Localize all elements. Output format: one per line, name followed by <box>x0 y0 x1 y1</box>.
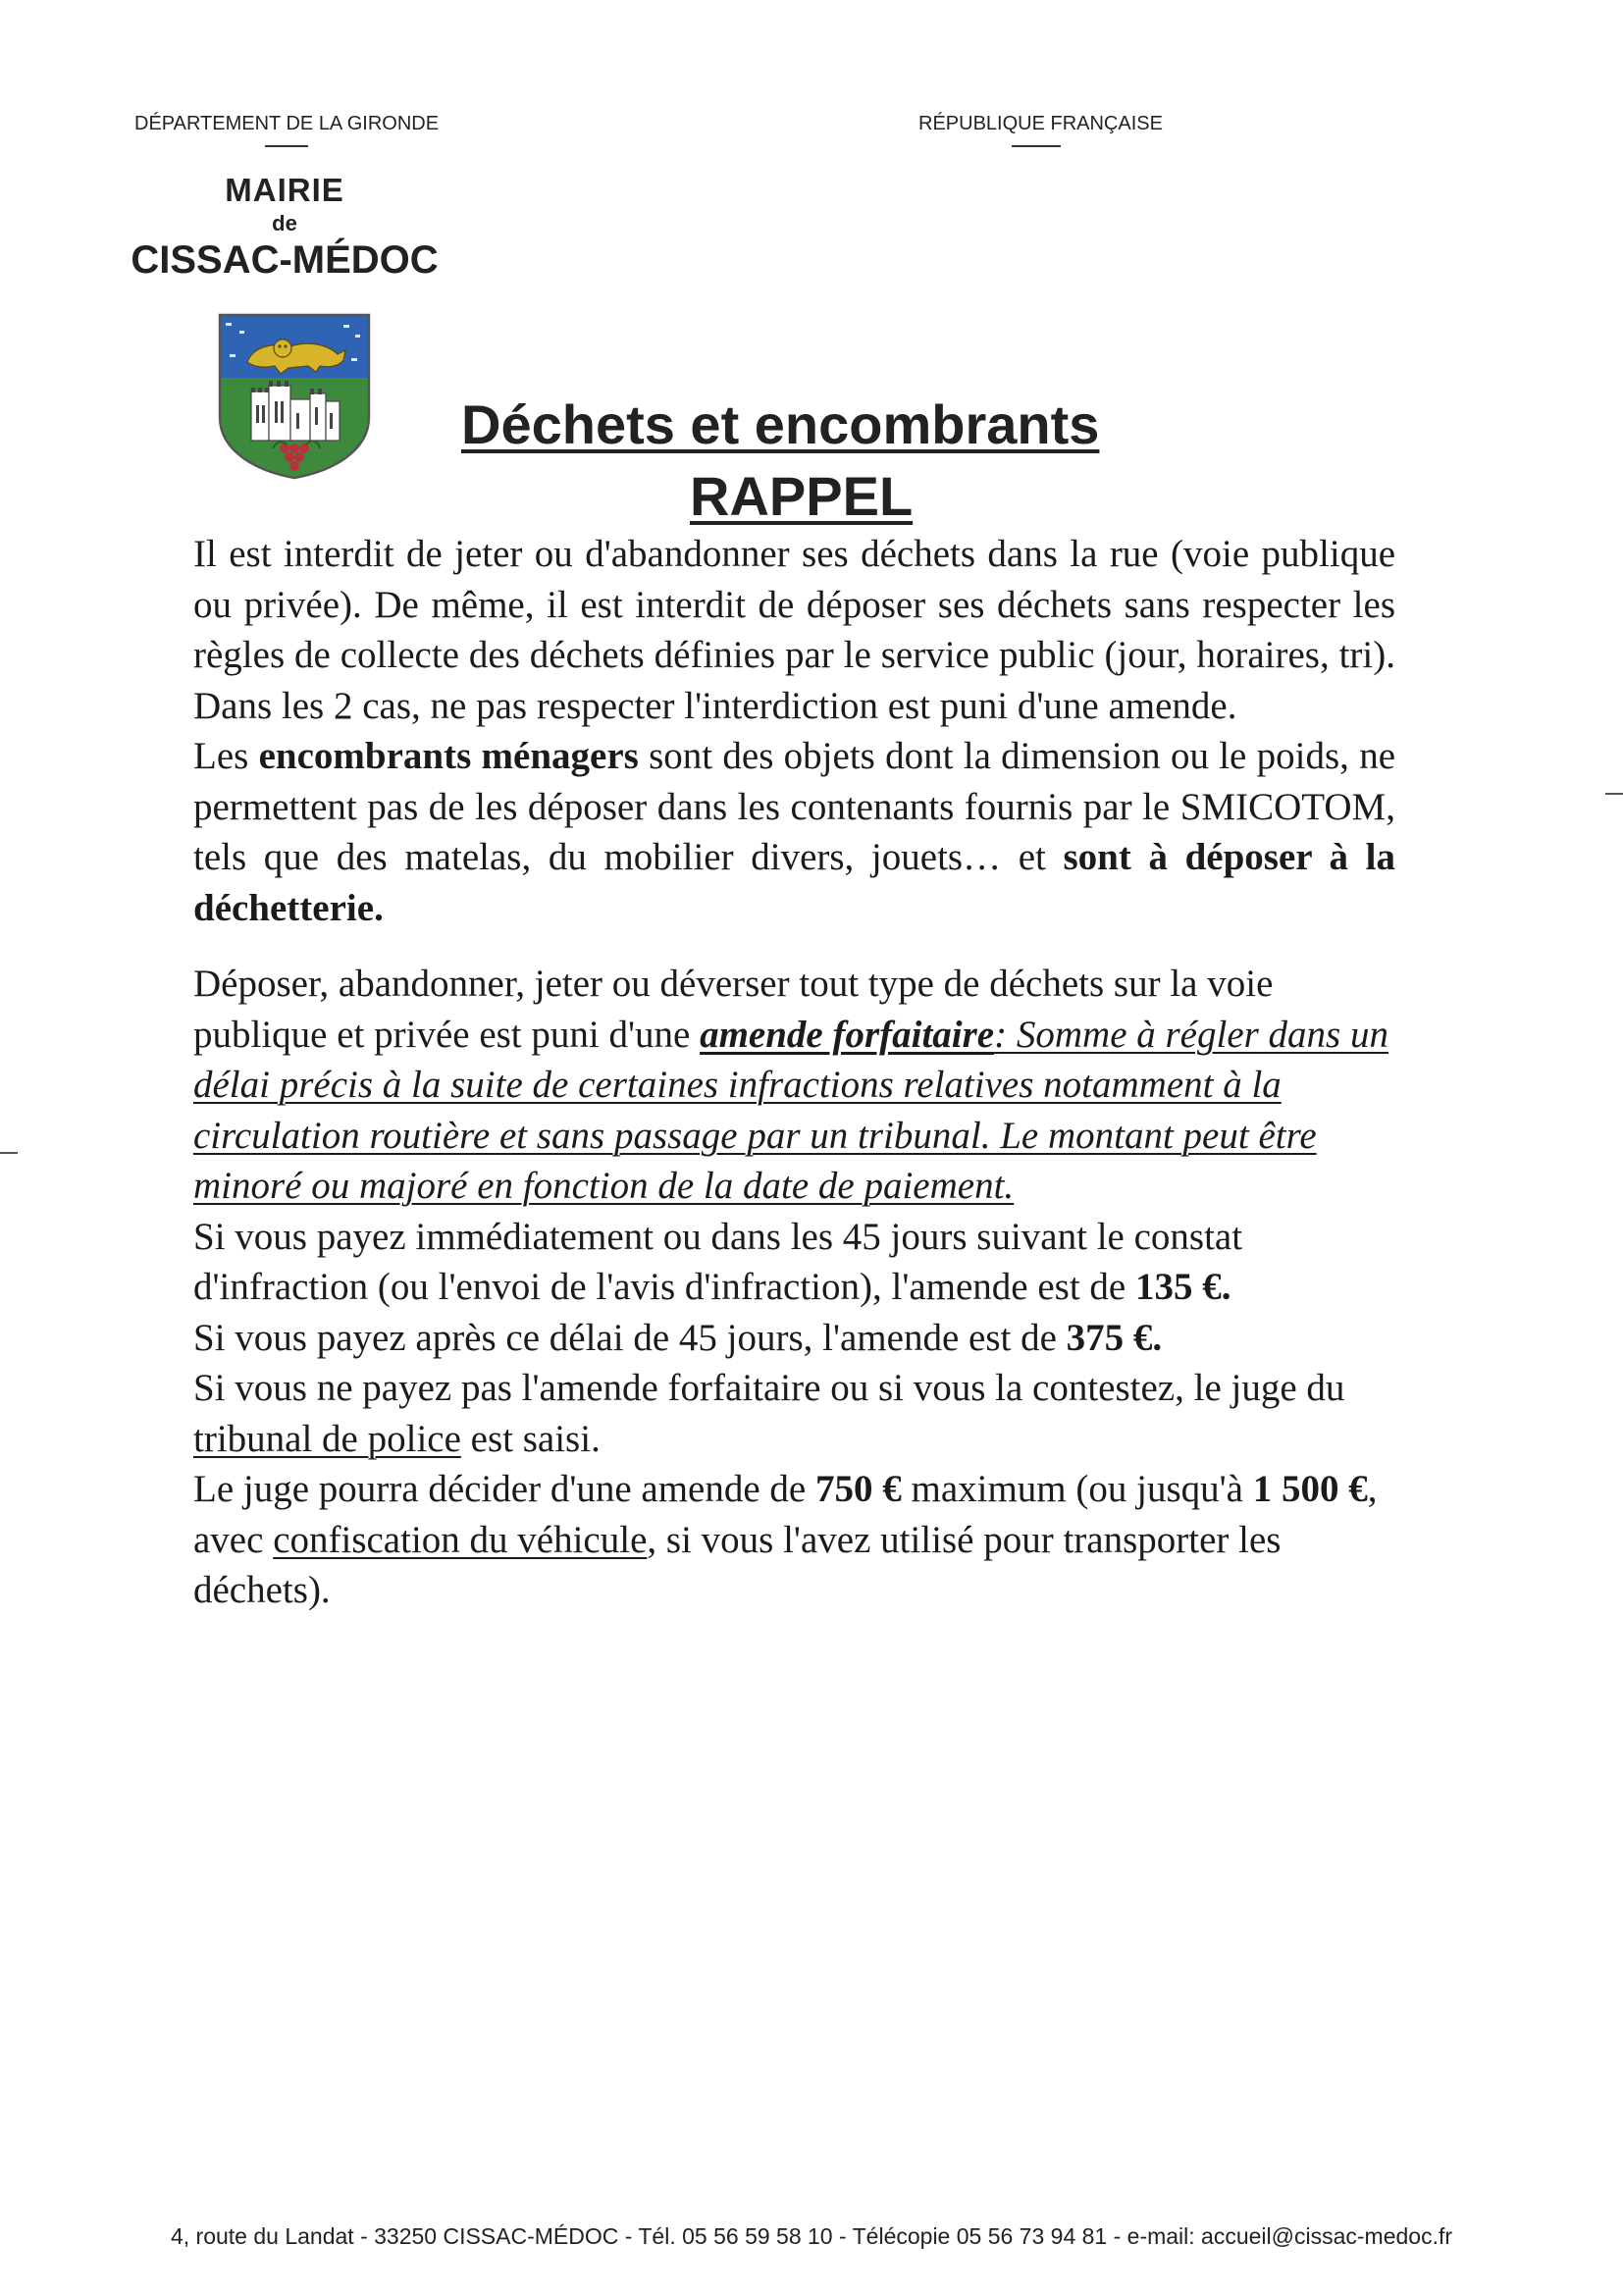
document-title: Déchets et encombrants <box>461 393 1100 455</box>
department-divider <box>265 145 308 147</box>
paragraph-prohibition <box>193 529 1395 731</box>
confiscation-term: confiscation du véhicule <box>273 1518 648 1561</box>
fine-late-text: Si vous payez après ce délai de 45 jours, l'amende est de <box>193 1316 1067 1359</box>
dechetterie-instruction: sont à déposer à la déchetterie <box>193 836 1395 929</box>
amende-forfaitaire-term: amende forfaitaire <box>700 1013 995 1056</box>
encombrants-text-a: Les <box>193 735 259 777</box>
fine-135-period: . <box>1221 1266 1231 1308</box>
fine-135-amount: 135 € <box>1135 1266 1222 1308</box>
amende-definition: : Somme à régler dans un délai précis à la suite de certaines infractions relatives notamment à la circulation routière et sans passage par un tribunal. Le montant peut être minoré ou majoré en fonction de la date de paiement. <box>193 1013 1388 1207</box>
fold-mark-left <box>0 1152 18 1154</box>
encombrants-period: . <box>374 886 384 929</box>
fine-375-amount: 375 € <box>1066 1316 1153 1359</box>
judge-text-end: , si vous l'avez utilisé pour transporter les déchets). <box>193 1518 1282 1611</box>
mairie-label: MAIRIE <box>225 172 344 208</box>
paragraph-amende <box>193 959 1395 1212</box>
prohibition-text: Il est interdit de jeter ou d'abandonner ses déchets dans la rue (voie publique ou privée). De même, il est interdit de déposer ses déchets sans respecter les règles de collecte des déchets définies par le service public (jour, horaires, tri). Dans les 2 cas, ne pas respecter l'interdiction est puni d'une amende. <box>193 533 1395 727</box>
judge-text-b: maximum (ou jusqu'à <box>901 1468 1253 1510</box>
republic-divider <box>1012 145 1061 147</box>
notice-body <box>193 529 1395 1616</box>
republic-label: RÉPUBLIQUE FRANÇAISE <box>918 113 1163 134</box>
coat-of-arms-icon <box>214 311 375 481</box>
tribunal-de-police: tribunal de police <box>193 1417 461 1460</box>
fine-750-amount: 750 € <box>814 1468 902 1510</box>
fold-mark-right <box>1605 793 1623 795</box>
unpaid-text-end: est saisi. <box>460 1417 601 1460</box>
fine-45-days-text: Si vous payez immédiatement ou dans les 45 jours suivant le constat d'infraction (ou l'envoi de l'avis d'infraction), l'amende est de <box>193 1215 1243 1308</box>
paragraph-encombrants <box>193 731 1395 933</box>
encombrants-term: encombrants ménagers <box>258 735 639 777</box>
fine-375-period: . <box>1152 1316 1163 1359</box>
unpaid-text: Si vous ne payez pas l'amende forfaitaire ou si vous la contestez, le juge du <box>193 1367 1345 1409</box>
paragraph-fines <box>193 1212 1395 1616</box>
judge-text: Le juge pourra décider d'une amende de <box>193 1468 815 1510</box>
paragraph-gap <box>193 933 1395 959</box>
document-subtitle: RAPPEL <box>690 465 914 527</box>
judge-text-c: , avec <box>193 1468 1378 1561</box>
footer-address: 4, route du Landat - 33250 CISSAC-MÉDOC - Tél. 05 56 59 58 10 - Télécopie 05 56 73 94 81 - e-mail: accueil@cissac-medoc.fr <box>170 2223 1453 2249</box>
mairie-de-label: de <box>272 211 297 235</box>
amende-text-a: Déposer, abandonner, jeter ou déverser tout type de déchets sur la voie publique et privée est puni d'une <box>193 963 1274 1056</box>
encombrants-text-c: sont des objets dont la dimension ou le poids, ne permettent pas de les déposer dans les contenants fournis par le SMICOTOM, tels que des matelas, du mobilier divers, jouets… et <box>193 735 1396 878</box>
city-name: CISSAC-MÉDOC <box>131 238 439 282</box>
fine-1500-amount: 1 500 € <box>1252 1468 1368 1510</box>
department-label: DÉPARTEMENT DE LA GIRONDE <box>134 113 440 134</box>
